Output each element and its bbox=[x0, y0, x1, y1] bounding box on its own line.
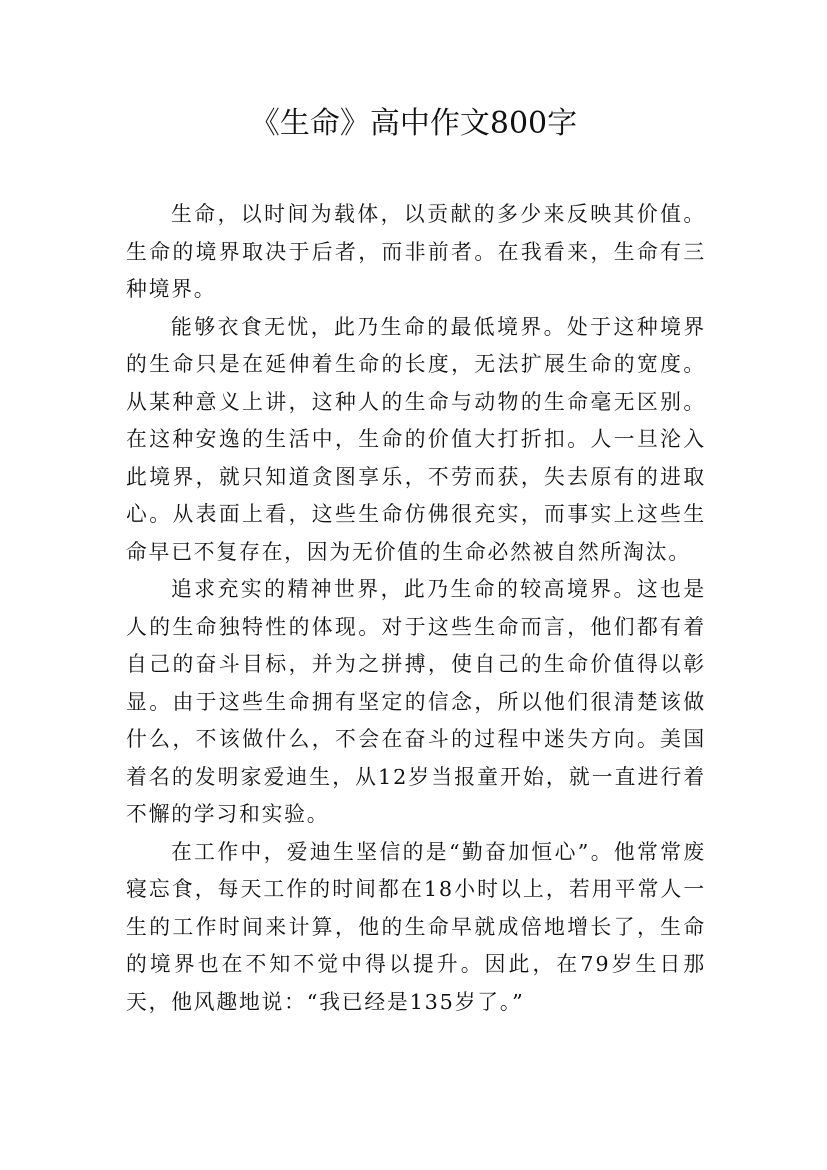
paragraph-3: 追求充实的精神世界，此乃生命的较高境界。这也是人的生命独特性的体现。对于这些生命而言，他们都有着自己的奋斗目标，并为之拼搏，使自己的生命价值得以彰显。由于这些生命拥有坚定的信念，所以他们很清楚该做什么，不该做什么，不会在奋斗的过程中迷失方向。美国着名的发明家爱迪生，从12岁当报童开始，就一直进行着不懈的学习和实验。 bbox=[126, 577, 706, 826]
document-body bbox=[126, 196, 706, 1021]
paragraph-1: 生命，以时间为载体，以贡献的多少来反映其价值。生命的境界取决于后者，而非前者。在我看来，生命有三种境界。 bbox=[126, 202, 706, 301]
paragraph-2: 能够衣食无忧，此乃生命的最低境界。处于这种境界的生命只是在延伸着生命的长度，无法扩展生命的宽度。从某种意义上讲，这种人的生命与动物的生命毫无区别。在这种安逸的生活中，生命的价值大打折扣。人一旦沦入此境界，就只知道贪图享乐，不劳而获，失去原有的进取心。从表面上看，这些生命仿佛很充实，而事实上这些生命早已不复存在，因为无价值的生命必然被自然所淘汰。 bbox=[126, 314, 706, 564]
paragraph-4: 在工作中，爱迪生坚信的是“勤奋加恒心”。他常常废寝忘食，每天工作的时间都在18小时以上，若用平常人一生的工作时间来计算，他的生命早就成倍地增长了，生命的境界也在不知不觉中得以提升。因此，在79岁生日那天，他风趣地说：“我已经是135岁了。” bbox=[126, 839, 706, 1014]
document-title: 《生命》高中作文800字 bbox=[249, 106, 578, 141]
